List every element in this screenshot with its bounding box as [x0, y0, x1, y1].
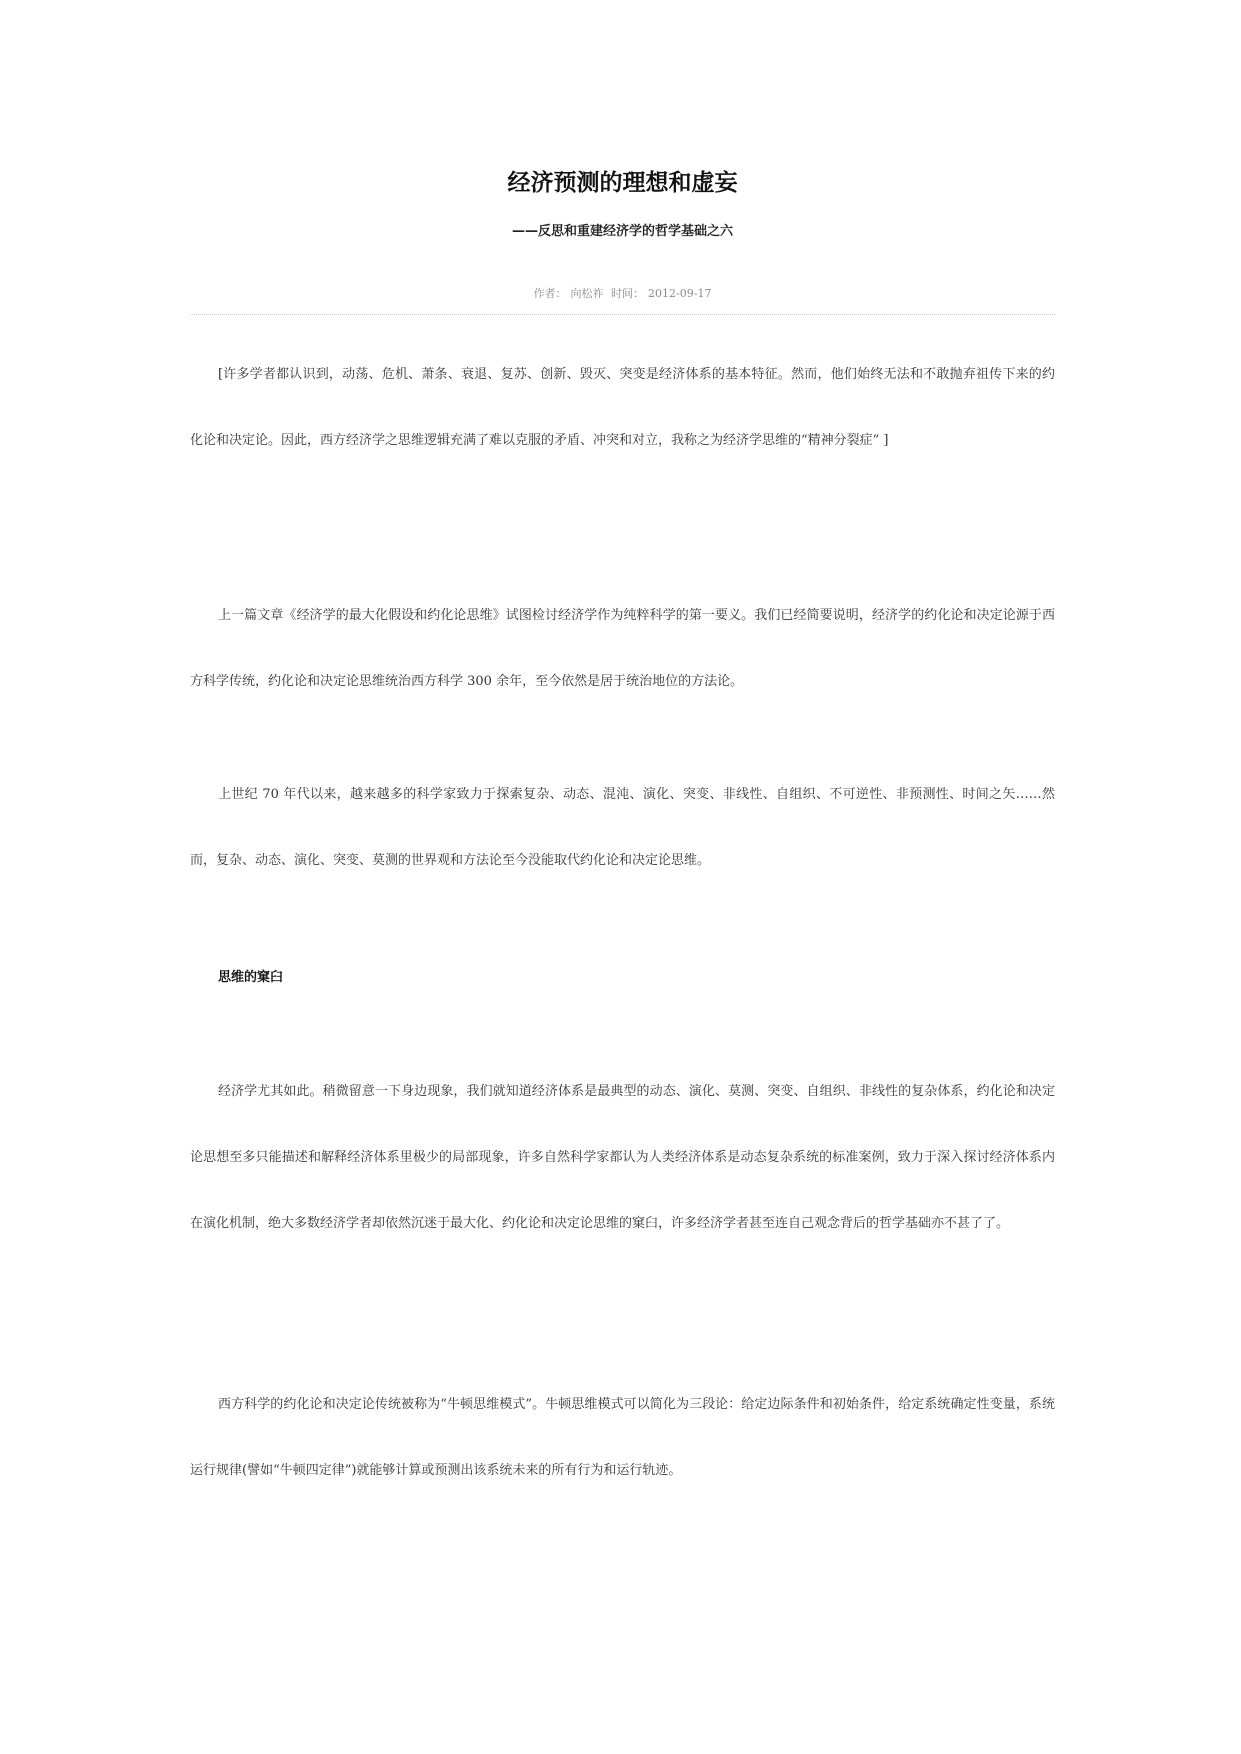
article-meta: [190, 285, 1055, 301]
article-subtitle: ——反思和重建经济学的哲学基础之六: [511, 224, 733, 239]
section-paragraph: 西方科学的约化论和决定论传统被称为“牛顿思维模式”。牛顿思维模式可以简化为三段论：给定边际条件和初始条件，给定系统确定性变量，系统运行规律(譬如“牛顿四定律”)就能够计算或预测出该系统未来的所有行为和运行轨迹。: [190, 1397, 1055, 1478]
author-label: 作者：: [533, 287, 567, 300]
section-paragraph: 经济学尤其如此。稍微留意一下身边现象，我们就知道经济体系是最典型的动态、演化、莫测、突变、自组织、非线性的复杂体系，约化论和决定论思想至多只能描述和解释经济体系里极少的局部现象，许多自然科学家都认为人类经济体系是动态复杂系统的标准案例，致力于深入探讨经济体系内在演化机制，绝大多数经济学者却依然沉迷于最大化、约化论和决定论思维的窠臼，许多经济学者甚至连自己观念背后的哲学基础亦不甚了了。: [190, 1084, 1055, 1231]
article-title: 经济预测的理想和虚妄: [507, 170, 738, 196]
section-heading: 思维的窠臼: [218, 970, 284, 985]
body-paragraph: 上世纪 70 年代以来，越来越多的科学家致力于探索复杂、动态、混沌、演化、突变、非线性、自组织、不可逆性、非预测性、时间之矢……然而，复杂、动态、演化、突变、莫测的世界观和方法论至今没能取代约化论和决定论思维。: [190, 787, 1055, 868]
author-name: 向松祚: [570, 287, 604, 300]
time-label: 时间：: [611, 287, 645, 300]
body-paragraph: 上一篇文章《经济学的最大化假设和约化论思维》试图检讨经济学作为纯粹科学的第一要义。我们已经简要说明，经济学的约化论和决定论源于西方科学传统，约化论和决定论思维统治西方科学 300 余年，至今依然是居于统治地位的方法论。: [190, 608, 1055, 689]
meta-divider: [190, 314, 1055, 315]
article-abstract: [许多学者都认识到，动荡、危机、萧条、衰退、复苏、创新、毁灭、突变是经济体系的基本特征。然而，他们始终无法和不敢抛弃祖传下来的约化论和决定论。因此，西方经济学之思维逻辑充满了难以克服的矛盾、冲突和对立，我称之为经济学思维的“精神分裂症” ]: [190, 367, 1055, 448]
publish-date: 2012-09-17: [648, 287, 712, 300]
